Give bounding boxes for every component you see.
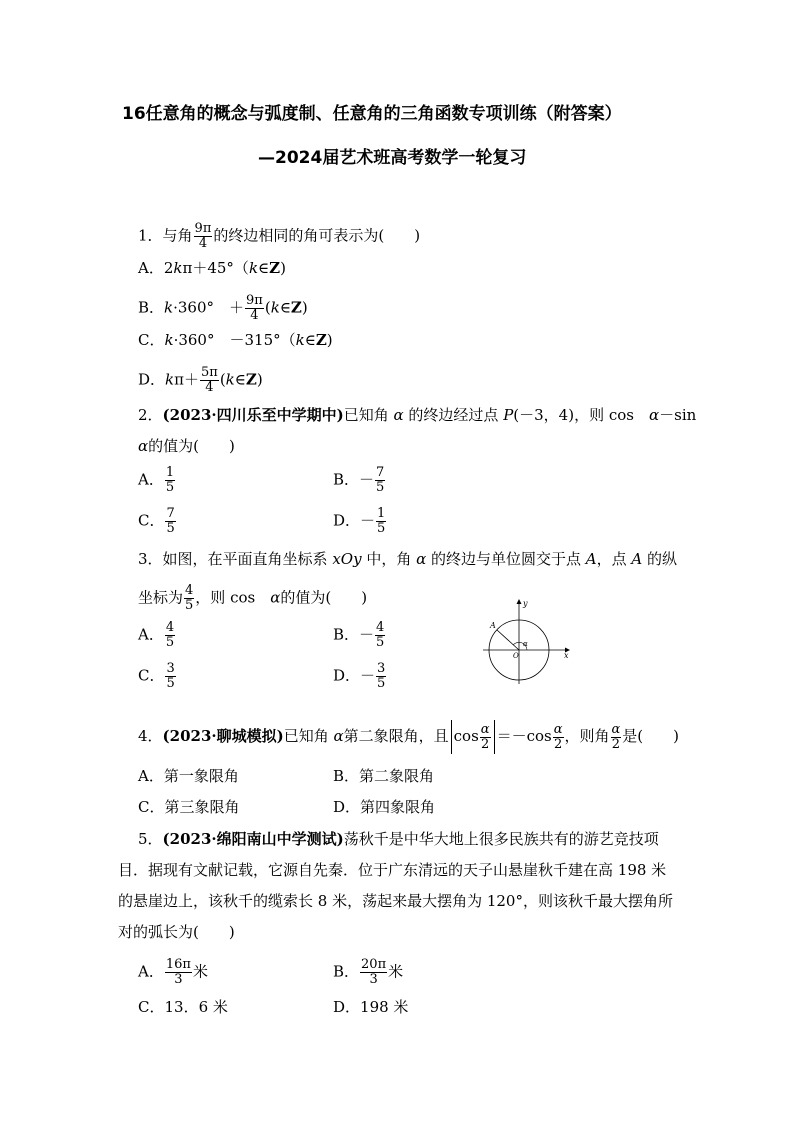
q1-b-frac-num: 9π: [246, 293, 263, 308]
q5-a-fraction: [165, 958, 192, 987]
q1-b-k2: k: [270, 298, 280, 317]
q2-option-d: [333, 507, 387, 536]
q1-b-frac-den: 4: [250, 308, 259, 323]
fig-alpha-label: α: [523, 640, 528, 648]
q3-option-d: [333, 662, 387, 691]
q1-d-paren: (: [219, 370, 226, 389]
q3-alpha-2: α: [270, 588, 281, 607]
q3-d-fraction: [376, 662, 386, 691]
q1-a-z: Z: [269, 259, 281, 277]
fig-origin-label: O: [513, 652, 519, 660]
q3-t7: ，则 cos: [195, 588, 271, 607]
q1-fraction: [194, 222, 213, 251]
q1-frac-num: 9π: [194, 221, 212, 236]
q1-a-k2: k: [248, 259, 259, 277]
q3-b-num: 4: [376, 620, 385, 635]
q3-c-label: C．: [138, 666, 165, 685]
fig-x-label: x: [564, 651, 569, 660]
q4-t2: 第二象限角，且: [343, 727, 449, 745]
q3-c-num: 3: [166, 661, 175, 676]
q3-d-sign: －: [360, 666, 376, 685]
q3-t5: 的纵: [642, 550, 678, 568]
q3-xoy: xOy: [332, 550, 362, 568]
q3-d-label: D．: [333, 666, 361, 685]
q2-d-fraction: [376, 507, 386, 536]
q1-pre: 1．与角: [138, 226, 193, 245]
q1-d-z: Z: [245, 370, 257, 389]
q1-c-mid: ·360° －315°（: [173, 331, 296, 349]
q3-a-den: 5: [165, 635, 175, 650]
q5-a-label: A．: [138, 962, 164, 981]
q3-frac-num: 4: [185, 583, 194, 598]
q1-a-mid: π＋45°（: [182, 259, 249, 277]
q5-b-num: 20π: [361, 957, 387, 972]
q5-line-1: [138, 829, 659, 849]
q2-a-label: A．: [138, 470, 164, 489]
q2-c-fraction: [165, 507, 175, 536]
q3-a-num: 4: [165, 620, 175, 635]
q2-a-den: 5: [165, 480, 175, 495]
q3-point-a-2: A: [631, 550, 643, 568]
q3-d-num: 3: [377, 661, 386, 676]
q1-a-set: ∈: [258, 259, 270, 277]
q5-number: 5．: [138, 830, 163, 848]
q2-b-num: 7: [376, 465, 385, 480]
q1-d-frac-num: 5π: [200, 365, 218, 380]
q1-d-label: D．: [138, 370, 166, 389]
q2-d-num: 1: [377, 506, 386, 521]
q2-b-den: 5: [376, 480, 385, 495]
q1-b-k: k: [164, 298, 174, 317]
q2-a-num: 1: [165, 465, 175, 480]
q3-fraction: [184, 584, 194, 613]
q1-post: 的终边相同的角可表示为( ): [213, 226, 421, 245]
q2-c-den: 5: [166, 521, 175, 536]
q3-a-label: A．: [138, 625, 164, 644]
q2-alpha: α: [393, 406, 404, 424]
q5-option-c: C．13．6 米: [138, 998, 228, 1016]
q5-option-d: D．198 米: [333, 998, 409, 1016]
q2-stem-line-1: [138, 405, 696, 425]
q2-stem-line-2: [138, 436, 235, 456]
q1-c-k: k: [164, 331, 174, 349]
q5-a-den: 3: [174, 972, 183, 987]
q1-b-mid: ·360° ＋: [173, 298, 245, 317]
q4-number: 4．: [138, 727, 163, 745]
q4-frac2-num: α: [553, 721, 563, 737]
q5-b-unit: 米: [388, 962, 404, 981]
q1-b-z: Z: [290, 298, 302, 317]
q4-frac1-num: α: [480, 721, 490, 737]
abs-bar-right: [494, 720, 495, 754]
q5-l1: 荡秋千是中华大地上很多民族共有的游艺竞技项: [343, 830, 659, 848]
q3-b-den: 5: [376, 635, 385, 650]
fig-y-label: y: [523, 599, 528, 608]
q3-t6: 坐标为: [138, 588, 184, 607]
terminal-side: [497, 630, 519, 650]
q2-c-label: C．: [138, 511, 165, 530]
q4-option-c: C．第三象限角: [138, 798, 240, 816]
q1-d-k2: k: [225, 370, 235, 389]
q2-t5: 的值为( ): [148, 437, 235, 455]
q1-a-k: k: [173, 259, 183, 277]
q4-fraction-2: [553, 723, 564, 752]
q3-t2: 中，角: [361, 550, 417, 568]
q1-option-c: [138, 330, 333, 350]
q4-t4: ，则角: [564, 727, 610, 745]
title-line-1: 16任意角的概念与弧度制、任意角的三角函数专项训练（附答案）: [122, 104, 622, 124]
q1-c-k2: k: [295, 331, 305, 349]
q2-b-label: B．: [333, 470, 360, 489]
title-line-2: —2024届艺术班高考数学一轮复习: [258, 148, 527, 168]
q5-line-4: 对的弧长为( ): [118, 923, 235, 941]
abs-bar-left: [451, 720, 452, 754]
q1-option-a: [138, 258, 286, 278]
q3-b-sign: －: [359, 625, 375, 644]
q4-frac1-den: 2: [481, 736, 490, 752]
q2-t4: －sin: [659, 406, 697, 424]
q2-d-sign: －: [360, 511, 376, 530]
q3-option-b: [333, 621, 386, 650]
q4-option-a: A．第一象限角: [138, 767, 239, 785]
q4-t1: 已知角: [283, 727, 334, 745]
q5-a-unit: 米: [192, 962, 208, 981]
q2-number: 2．: [138, 406, 163, 424]
q1-b-fraction: [245, 294, 264, 323]
q4-option-d: D．第四象限角: [333, 798, 436, 816]
q3-point-a: A: [585, 550, 597, 568]
q3-t4: ，点: [596, 550, 632, 568]
q2-d-den: 5: [377, 521, 386, 536]
q2-b-sign: －: [359, 470, 375, 489]
q2-alpha-2: α: [648, 406, 660, 424]
q4-frac2-den: 2: [553, 736, 563, 752]
q3-stem-line-2: [138, 584, 367, 613]
q4-cos: cos: [453, 727, 479, 745]
q5-option-b: [333, 958, 403, 987]
q2-option-a: [138, 466, 176, 495]
q2-b-fraction: [375, 466, 385, 495]
q3-frac-den: 5: [185, 598, 194, 613]
q4-frac3-den: 2: [611, 736, 621, 752]
q1-frac-den: 4: [198, 236, 208, 251]
q3-a-fraction: [165, 621, 175, 650]
q1-c-set: ∈: [304, 331, 316, 349]
q4-source: (2023·聊城模拟): [162, 727, 284, 745]
q3-option-a: [138, 621, 176, 650]
q4-fraction-3: [611, 723, 622, 752]
q4-alpha: α: [333, 727, 344, 745]
q1-d-fraction: [200, 366, 219, 395]
fig-a-label: A: [490, 621, 496, 630]
q1-option-d: [138, 366, 263, 395]
q1-a-end: ): [280, 259, 286, 277]
q1-d-end: ): [256, 370, 263, 389]
q2-source: (2023·四川乐至中学期中): [162, 406, 344, 424]
q1-option-b: [138, 294, 308, 323]
q1-c-z: Z: [315, 331, 327, 349]
q3-alpha: α: [416, 550, 427, 568]
q5-b-den: 3: [369, 972, 378, 987]
q2-option-c: [138, 507, 177, 536]
q3-t3: 的终边与单位圆交于点: [426, 550, 586, 568]
q4-t5: 是( ): [622, 727, 680, 745]
q1-b-set: ∈: [279, 298, 291, 317]
q2-a-fraction: [165, 466, 175, 495]
q2-point-p: P: [503, 406, 514, 424]
q1-d-k: k: [165, 370, 175, 389]
unit-circle-figure: [475, 596, 575, 686]
q1-c-end: ): [326, 331, 333, 349]
q5-line-3: 的悬崖边上，该秋千的缆索长 8 米，荡起来最大摆角为 120°，则该秋千最大摆角所: [118, 892, 673, 910]
q3-t8: 的值为( ): [280, 588, 368, 607]
q3-t1: 3．如图，在平面直角坐标系: [138, 550, 333, 568]
q3-b-fraction: [375, 621, 385, 650]
q1-stem: [138, 222, 420, 251]
q3-c-den: 5: [166, 676, 175, 691]
q3-c-fraction: [165, 662, 175, 691]
q1-c-label: C．: [138, 331, 165, 349]
q5-line-2: 目．据现有文献记载，它源自先秦．位于广东清远的天子山悬崖秋千建在高 198 米: [118, 861, 667, 879]
q3-stem-line-1: [138, 549, 677, 569]
q1-d-mid: π＋: [174, 370, 199, 389]
q3-b-label: B．: [333, 625, 360, 644]
q2-alpha-3: α: [138, 437, 149, 455]
q4-fraction-1: [480, 723, 491, 752]
q5-option-a: [138, 958, 208, 987]
q4-t3: ＝－cos: [496, 727, 552, 745]
q2-t3: (－3，4)，则 cos: [513, 406, 649, 424]
q4-option-b: B．第二象限角: [333, 767, 435, 785]
q1-b-paren: (: [264, 298, 271, 317]
q2-option-b: [333, 466, 386, 495]
q1-b-end: ): [301, 298, 308, 317]
q2-t1: 已知角: [343, 406, 394, 424]
q1-a-pre: 2: [163, 259, 174, 277]
q3-option-c: [138, 662, 177, 691]
q2-t2: 的终边经过点: [403, 406, 504, 424]
q5-b-fraction: [360, 958, 387, 987]
q4-stem: [138, 720, 679, 754]
q1-a-label: A．: [138, 259, 164, 277]
q1-d-frac-den: 4: [205, 380, 214, 395]
q5-source: (2023·绵阳南山中学测试): [162, 830, 344, 848]
q5-b-label: B．: [333, 962, 360, 981]
y-axis-arrow: [517, 599, 522, 604]
q3-d-den: 5: [377, 676, 386, 691]
q2-c-num: 7: [166, 506, 175, 521]
q5-a-num: 16π: [165, 957, 191, 972]
q4-frac3-num: α: [611, 721, 621, 737]
q1-b-label: B．: [138, 298, 165, 317]
q2-d-label: D．: [333, 511, 361, 530]
q1-d-set: ∈: [234, 370, 246, 389]
